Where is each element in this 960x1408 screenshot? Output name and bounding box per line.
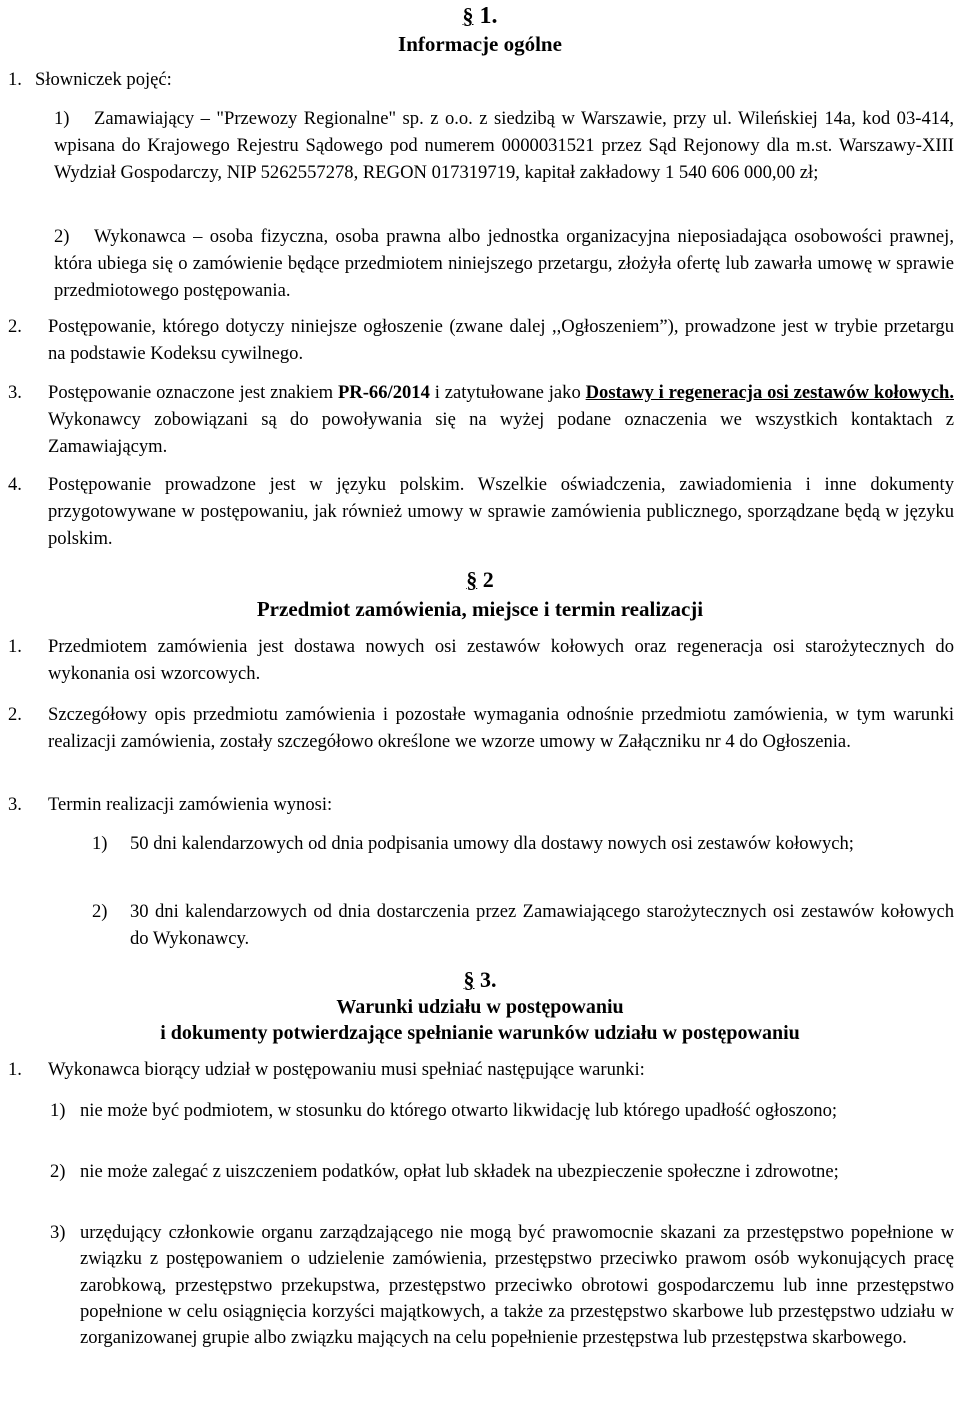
s1-p2-text: Postępowanie, którego dotyczy niniejsze ogłoszenie (zwane dalej ,,Ogłoszeniem”), prowadzone jest w trybie przetargu na podstawie Kodeksu cywilnego. [48, 316, 954, 364]
s1-p3-text-c: Wykonawcy zobowiązani są do powoływania się na wyżej podane oznaczenia we wszystkich kontaktach z Zamawiającym. [48, 409, 954, 457]
s2-paragraph-2 [8, 701, 954, 755]
section-symbol: § [466, 567, 478, 592]
s2-term-2 [92, 898, 954, 952]
s3-c1-text: nie może być podmiotem, w stosunku do którego otwarto likwidację lub którego upadłość ogłoszono; [80, 1100, 838, 1121]
section-number: 3. [480, 967, 497, 992]
s2-p3-number: 3. [8, 794, 22, 815]
s2-p1-text: Przedmiotem zamówienia jest dostawa nowych osi zestawów kołowych oraz regeneracja osi starożytecznych do wykonania osi wzorcowych. [48, 636, 954, 684]
s1-p3-text [48, 379, 954, 460]
s2-p2-number: 2. [8, 704, 22, 725]
s1-p3-number: 3. [8, 382, 22, 403]
s2-t2-text: 30 dni kalendarzowych od dnia dostarczenia przez Zamawiającego starożytecznych osi zestawów kołowych do Wykonawcy. [130, 901, 954, 949]
s2-t1-number: 1) [92, 833, 108, 854]
s3-condition-1 [50, 1097, 954, 1124]
section-1-number [0, 2, 960, 30]
s3-c2-number: 2) [50, 1161, 66, 1182]
s3-condition-2 [50, 1158, 954, 1185]
s2-term-1 [92, 830, 954, 857]
s2-t1-text: 50 dni kalendarzowych od dnia podpisania umowy dla dostawy nowych osi zestawów kołowych; [130, 833, 854, 854]
s3-c2-text: nie może zalegać z uiszczeniem podatków, opłat lub składek na ubezpieczenie społeczne i zdrowotne; [80, 1161, 839, 1182]
s3-c1-number: 1) [50, 1100, 66, 1121]
s3-paragraph-1 [8, 1056, 954, 1083]
s1-p2-number: 2. [8, 316, 22, 337]
section-2-number [0, 566, 960, 594]
s1-p1-number: 1. [8, 69, 22, 90]
section-number: 1. [479, 3, 498, 29]
s1-paragraph-3 [8, 379, 954, 460]
s2-p2-text: Szczegółowy opis przedmiotu zamówienia i pozostałe wymagania odnośnie przedmiotu zamówienia, w tym warunki realizacji zamówienia, zostały szczegółowo określone we wzorze umowy w Załączniku nr 4 do Ogłoszenia. [48, 704, 954, 752]
s1-p4-number: 4. [8, 474, 22, 495]
s1-p3-text-a: Postępowanie oznaczone jest znakiem [48, 382, 338, 403]
s1-d2-number: 2) [54, 226, 70, 247]
s2-paragraph-1 [8, 633, 954, 687]
s2-paragraph-3 [8, 791, 954, 818]
s1-paragraph-2 [8, 313, 954, 367]
s2-t2-number: 2) [92, 901, 108, 922]
section-symbol: § [462, 3, 474, 28]
section-3-title-line-1: Warunki udziału w postępowaniu [336, 996, 624, 1018]
s3-c3-number: 3) [50, 1222, 66, 1243]
section-2-heading [0, 566, 960, 624]
s3-p1-text: Wykonawca biorący udział w postępowaniu musi spełniać następujące warunki: [48, 1059, 645, 1080]
s1-d1-text: Zamawiający – "Przewozy Regionalne" sp. z o.o. z siedzibą w Warszawie, przy ul. Wileńskiej 14a, kod 03-414, wpisana do Krajowego Rejestru Sądowego pod numerem 0000031521 przez Sąd Rejonowy dla m.st. Warszawy-XIII Wydział Gospodarczy, NIP 5262557278, REGON 017319719, kapitał zakładowy 1 540 606 000,00 zł; [54, 108, 954, 183]
s1-d2-text: Wykonawca – osoba fizyczna, osoba prawna albo jednostka organizacyjna nieposiadająca osobowości prawnej, która ubiega się o zamówienie będące przedmiotem niniejszego przetargu, złożyła ofertę lub zawarła umowę w sprawie przedmiotowego postępowania. [54, 226, 954, 301]
s2-p3-text: Termin realizacji zamówienia wynosi: [48, 794, 333, 815]
section-3-heading [0, 966, 960, 1046]
section-number: 2 [482, 567, 494, 592]
section-symbol: § [463, 967, 475, 992]
s2-p1-number: 1. [8, 636, 22, 657]
s1-p3-text-b: i zatytułowane jako [429, 382, 586, 403]
section-1-heading [0, 2, 960, 58]
section-2-title: Przedmiot zamówienia, miejsce i termin realizacji [256, 597, 704, 621]
s1-d1-number: 1) [54, 108, 70, 129]
s3-condition-3 [50, 1220, 954, 1351]
s1-definition-2 [54, 223, 954, 304]
s1-definition-1 [54, 105, 954, 186]
s1-paragraph-1 [8, 66, 954, 93]
procedure-title: Dostawy i regeneracja osi zestawów kołowych. [585, 382, 954, 403]
section-1-title: Informacje ogólne [398, 32, 562, 56]
s1-p4-text: Postępowanie prowadzone jest w języku polskim. Wszelkie oświadczenia, zawiadomienia i inne dokumenty przygotowywane w postępowaniu, jak również umowy w sprawie zamówienia publicznego, sporządzane będą w języku polskim. [48, 474, 954, 549]
section-3-number [0, 966, 960, 994]
section-3-title-line-2: i dokumenty potwierdzające spełnianie warunków udziału w postępowaniu [160, 1022, 800, 1044]
procedure-code: PR-66/2014 [337, 382, 430, 403]
s3-p1-number: 1. [8, 1059, 22, 1080]
s1-paragraph-4 [8, 471, 954, 552]
s3-c3-text: urzędujący członkowie organu zarządzającego nie mogą być prawomocnie skazani za przestępstwo popełnione w związku z postępowaniem o udzielenie zamówienia, przestępstwo przeciwko prawom osób wykonujących pracę zarobkową, przestępstwo przekupstwa, przestępstwo przeciwko obrotowi gospodarczemu lub inne przestępstwo popełnione w celu osiągnięcia korzyści majątkowych, a także za przestępstwo skarbowe lub przestępstwo udziału w zorganizowanej grupie albo związku mających na celu popełnienie przestępstwa lub przestępstwa skarbowego. [80, 1222, 954, 1349]
s1-p1-text: Słowniczek pojęć: [35, 69, 172, 90]
